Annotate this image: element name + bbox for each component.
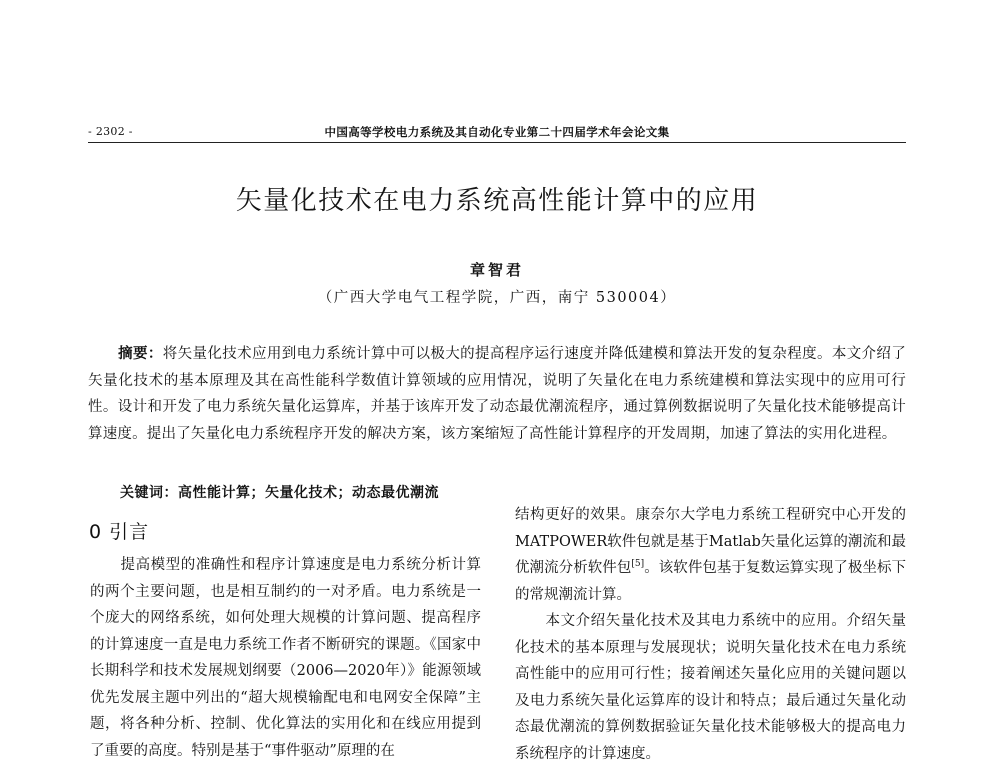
abstract-label: 摘要：: [118, 345, 163, 362]
intro-paragraph-right-2: [515, 608, 906, 767]
keywords: [120, 482, 439, 502]
section-heading-introduction: 0 引言: [89, 521, 150, 543]
journal-name: 中国高等学校电力系统及其自动化专业第二十四届学术年会论文集: [324, 125, 670, 139]
intro-paragraph-right-1b: 。该软件包基于复数运算实现了极坐标下的常规潮流计算。: [515, 560, 907, 603]
keywords-label: 关键词：: [120, 485, 178, 501]
intro-paragraph-right-1a: 结构更好的效果。康奈尔大学电力系统工程研究中心开发的MATPOWER软件包就是基于Matlab矢量化运算的潮流和最优潮流分析软件包: [515, 507, 906, 576]
paper-title: 矢量化技术在电力系统高性能计算中的应用: [235, 186, 759, 216]
running-header: [88, 122, 906, 143]
intro-paragraph-left: 提高模型的准确性和程序计算速度是电力系统分析计算的两个主要问题，也是相互制约的一对矛盾。电力系统是一个庞大的网络系统，如何处理大规模的计算问题、提高程序的计算速度一直是电力系统工作者不断研究的课题。《国家中长期科学和技术发展规划纲要（2006—2020年）》能源领域优先发展主题中列出的“超大规模输配电和电网安全保障”主题，将各种分析、控制、优化算法的实用化和在线应用提到了重要的高度。特别是基于“事件驱动”原理的在: [90, 557, 481, 759]
intro-paragraph-right-1: [515, 502, 906, 608]
left-column: [90, 552, 481, 764]
citation-ref: [5]: [631, 559, 645, 570]
keywords-text: 高性能计算；矢量化技术；动态最优潮流: [178, 485, 439, 501]
intro-paragraph-right-2-text: 本文介绍矢量化技术及其电力系统中的应用。介绍矢量化技术的基本原理与发展现状；说明矢量化技术在电力系统高性能中的应用可行性；接着阐述矢量化应用的关键问题以及电力系统矢量化运算库的设计和特点；最后通过矢量化动态最优潮流的算例数据验证矢量化技术能够极大的提高电力系统程序的计算速度。: [515, 613, 906, 762]
page-number: - 2302 -: [88, 125, 133, 138]
abstract-text: 将矢量化技术应用到电力系统计算中可以极大的提高程序运行速度并降低建模和算法开发的复杂程度。本文介绍了矢量化技术的基本原理及其在高性能科学数值计算领域的应用情况，说明了矢量化在电力系统建模和算法实现中的应用可行性。设计和开发了电力系统矢量化运算库，并基于该库开发了动态最优潮流程序，通过算例数据说明了矢量化技术能够提高计算速度。提出了矢量化电力系统程序开发的解决方案，该方案缩短了高性能计算程序的开发周期，加速了算法的实用化进程。: [88, 346, 906, 442]
right-column: [515, 502, 906, 767]
author-name: 章智君: [469, 261, 524, 279]
abstract: [88, 341, 906, 447]
author-affiliation: （广西大学电气工程学院，广西，南宁 530004）: [317, 290, 677, 306]
